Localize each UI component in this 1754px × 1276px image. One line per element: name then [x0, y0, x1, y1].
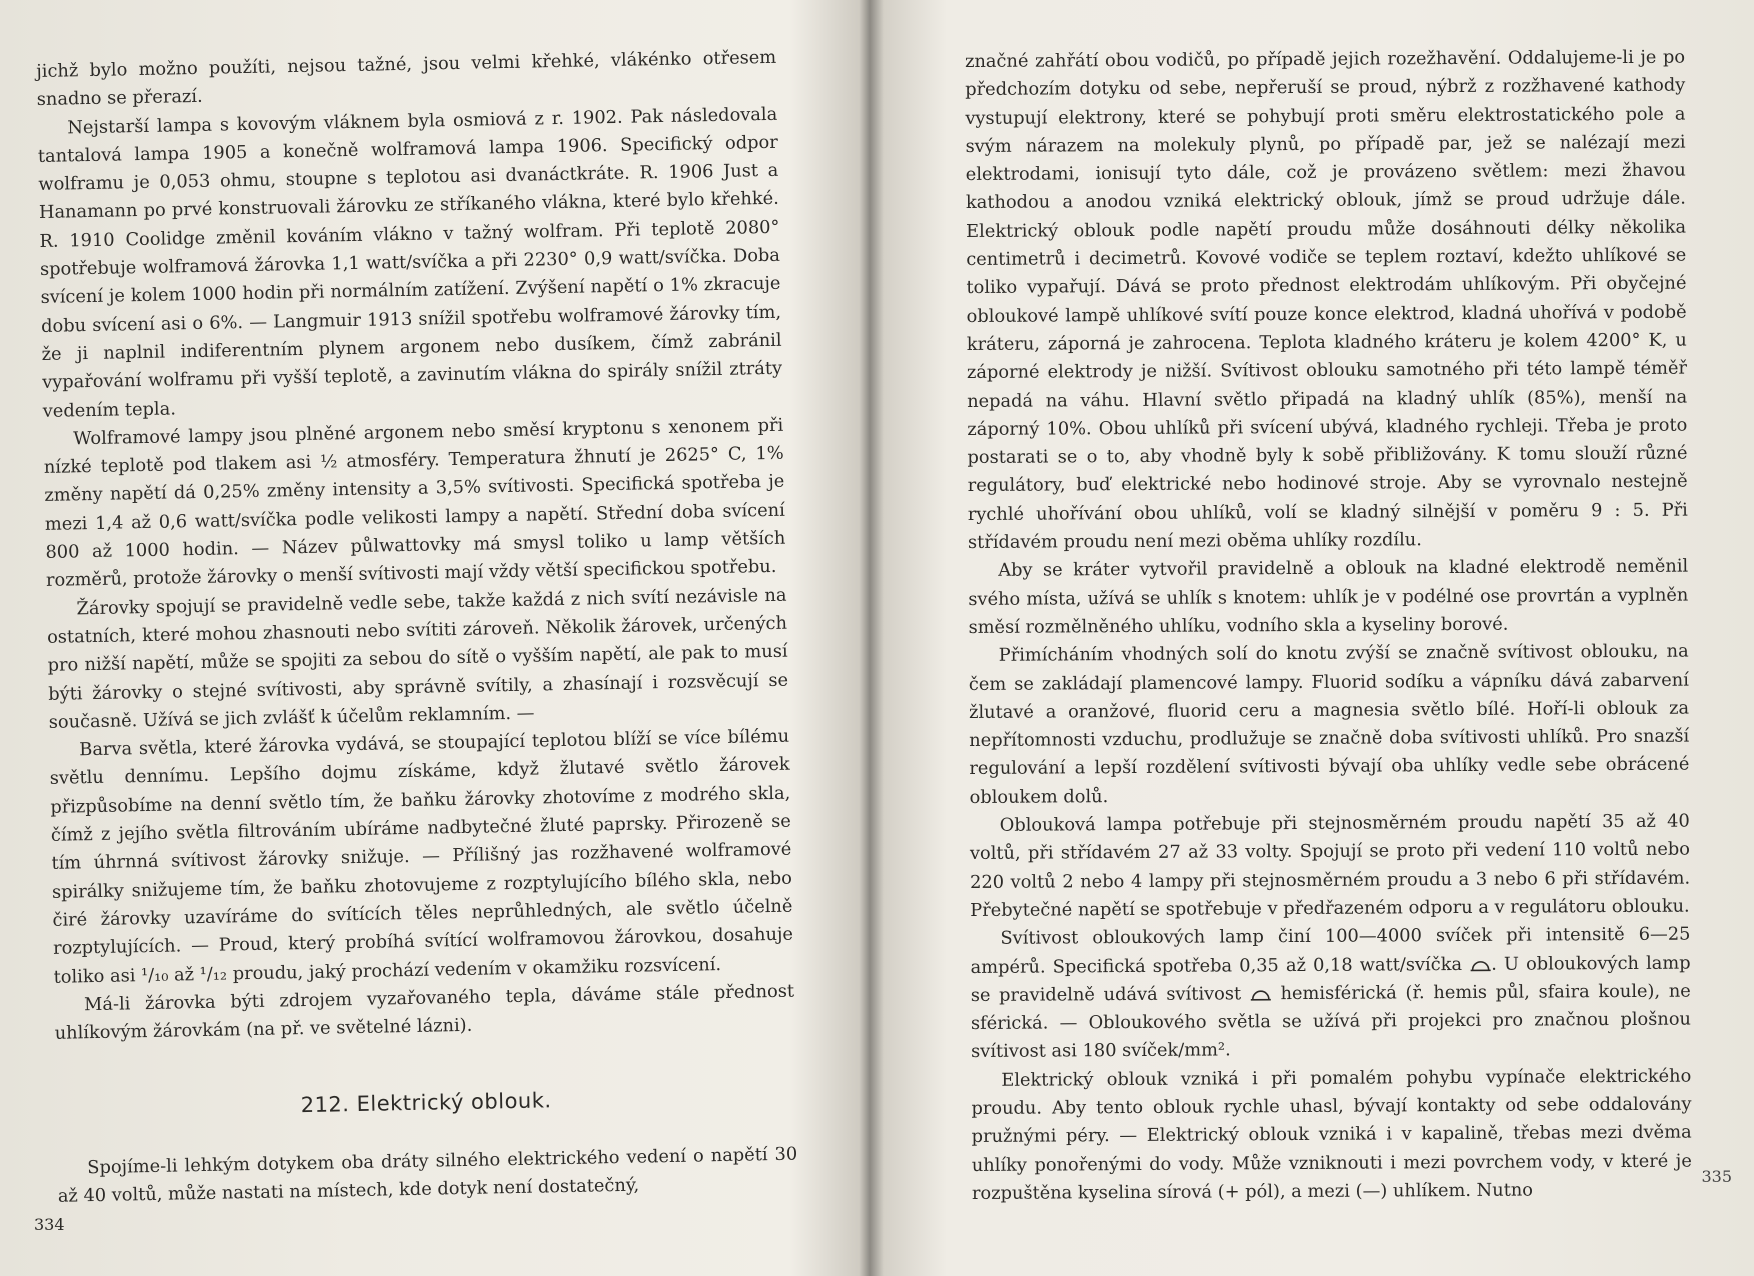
paragraph: Elektrický oblouk vzniká i při pomalém pohybu vypínače elektrického proudu. Aby tento oblouk rychle uhasl, bývají kontakty od sebe oddalovány pružnými péry. — Elektrický oblouk vzniká i v kapalině, třebas mezi dvěma uhlíky ponořenými do vody. Může vzniknouti i mezi povrchem vody, v které je rozpuštěna kyselina sírová (+ pól), a mezi (—) uhlíkem. Nutno [971, 1065, 1692, 1204]
paragraph: značné zahřátí obou vodičů, po případě jejich rozežhavění. Oddalujeme-li je po předchozím dotyku od sebe, nepřeruší se proud, nýbrž z rozžhavené kathody vystupují elektrony, které se pohybují proti směru elektrostatického pole a svým nárazem na molekuly plynů, po případě par, jež se nalézají mezi elektrodami, ionisují tyto dále, což je provázeno světlem: mezi žhavou kathodou a anodou vzniká elektrický oblouk, jímž se proud udržuje dále. Elektrický oblouk podle napětí proudu může dosáhnouti délky několika centimetrů i decimetrů. Kovové vodiče se teplem roztaví, kdežto uhlíkové se toliko vypařují. Dává se proto přednost elektrodám uhlíkovým. Při obyčejné obloukové lampě uhlíkové svítí pouze konce elektrod, kladná uhořívá v podobě kráteru, záporná je zahrocena. Teplota kladného kráteru je kolem 4200° K, u záporné elektrody je nižší. Svítivost oblouku samotného při této lampě téměř nepadá na váhu. Hlavní světlo připadá na kladný uhlík (85%), menší na záporný 10%. Obou uhlíků při svícení ubývá, kladného rychleji. Třeba je proto postarati se o to, aby vhodně byly k sobě přibližovány. K tomu slouží různé regulátory, buď elektrické nebo hodinové stroje. Aby se vyrovnalo nestejně rychlé uhořívání obou uhlíků, volí se kladný silnější v poměru 9 : 5. Při střídavém proudu není mezi oběma uhlíky rozdílu. [965, 46, 1688, 554]
paragraph: Žárovky spojují se pravidelně vedle sebe, takže každá z nich svítí nezávisle na ostatních, které mohou zhasnouti nebo svítiti zároveň. Několik žárovek, určených pro nižší napětí, může se spojiti za sebou do sítě o vyšším napětí, ale pak to musí býti žárovky o stejné svítivosti, aby správně svítily, a zhasínají i rozsvěcují se současně. Užívá se jich zvlášť k účelům reklamním. — [46, 584, 789, 733]
section-heading: 212. Elektrický oblouk. [300, 1088, 552, 1118]
page-number: 335 [1701, 1167, 1732, 1186]
hemisphere-arc-icon [1250, 987, 1272, 1001]
right-text-column [965, 44, 1692, 1209]
paragraph: Aby se kráter vytvořil pravidelně a oblouk na kladné elektrodě neměnil svého místa, užívá se uhlík s knotem: uhlík je v podélné ose provrtán a vyplněn směsí rozmělněného uhlíku, vodního skla a kyseliny borové. [968, 555, 1689, 638]
paragraph-with-symbols [970, 921, 1691, 1067]
paragraph: Má-li žárovka býti zdrojem vyzařovaného tepla, dáváme stále přednost uhlíkovým žárovkám (na př. ve světelné lázni). [54, 980, 795, 1044]
right-page [877, 0, 1754, 1276]
paragraph: Nejstarší lampa s kovovým vláknem byla osmiová z r. 1902. Pak následovala tantalová lampa 1905 a konečně wolframová lampa 1906. Specifický odpor wolframu je 0,053 ohmu, stoupne s teplotou asi dvanáctkráte. R. 1906 Just a Hanamann po prvé konstruovali žárovku ze stříkaného vlákna, které bylo křehké. R. 1910 Coolidge změnil kováním vlákno v tažný wolfram. Při teplotě 2080° spotřebuje wolframová žárovka 1,1 watt/svíčka a při 2230° 0,9 watt/svíčka. Doba svícení je kolem 1000 hodin při normálním zatížení. Zvýšení napětí o 1% zkracuje dobu svícení asi o 6%. — Langmuir 1913 snížil spotřebu wolframové žárovky tím, že ji naplnil indiferentním plynem argonem nebo dusíkem, čímž zabránil vypařování wolframu při vyšší teplotě, a zavinutím vlákna do spirály snížil ztráty vedením tepla. [37, 103, 783, 422]
paragraph: Spojíme-li lehkým dotykem oba dráty silného elektrického vedení o napětí 30 až 40 voltů, může nastati na místech, kde dotyk není dostatečný, [57, 1143, 798, 1207]
page-number: 334 [34, 1215, 65, 1234]
paragraph: Wolframové lampy jsou plněné argonem nebo směsí kryptonu s xenonem při nízké teplotě pod tlakem asi ½ atmosféry. Temperatura žhnutí je 2625° C, 1% změny napětí dá 0,25% změny intensity a 3,5% svítivosti. Specifická spotřeba je mezi 1,4 až 0,6 watt/svíčka podle velikosti lampy a napětí. Střední doba svícení 800 až 1000 hodin. — Název půlwattovky má smysl toliko u lamp větších rozměrů, protože žárovky o menší svítivosti mají vždy větší specifickou spotřebu. [43, 414, 786, 592]
paragraph: jichž bylo možno použíti, nejsou tažné, jsou velmi křehké, vlákénko otřesem snadno se přerazí. [36, 46, 777, 111]
hemisphere-arc-icon [1469, 957, 1491, 971]
text-run: hemisférická (ř. hemis půl, sfaira koule), ne sférická. — Obloukového světla se užívá při projekci pro značnou plošnou svítivost asi 180 svíček/mm². [970, 980, 1692, 1063]
left-text-column [36, 44, 798, 1211]
paragraph: Oblouková lampa potřebuje při stejnosměrném proudu napětí 35 až 40 voltů, při střídavém 27 až 33 volty. Spojují se proto při vedení 110 voltů nebo 220 voltů 2 nebo 4 lampy při stejnosměrném proudu a 3 nebo 6 při střídavém. Přebytečné napětí se spotřebuje v předřazeném odporu a v regulátoru oblouku. [969, 810, 1691, 921]
paragraph: Barva světla, které žárovka vydává, se stoupající teplotou blíží se více bílému světlu dennímu. Lepšího dojmu získáme, když žlutavé světlo žárovek přizpůsobíme na denní světlo tím, že baňku žárovky zhotovíme z modrého skla, čímž z jejího světla filtrováním ubíráme nadbytečné žluté paprsky. Přirozeně se tím úhrnná svítivost žárovky snižuje. — Přílišný jas rozžhavené wolframové spirálky snižujeme tím, že baňku zhotovujeme z rozptylujícího bílého skla, nebo čiré žárovky uzavíráme do svítících těles neprůhledných, ale světlo účelně rozptylujících. — Proud, který probíhá svítící wolframovou žárovkou, dosahuje toliko asi ¹/₁₀ až ¹/₁₂ proudu, jaký prochází vedením v okamžiku rozsvícení. [49, 725, 794, 988]
paragraph: Přimícháním vhodných solí do knotu zvýší se značně svítivost oblouku, na čem se zakládají plamencové lampy. Fluorid sodíku a vápníku dává zabarvení žlutavé a oranžové, fluorid ceru a magnesia světlo bílé. Hoří-li oblouk za nepřítomnosti vzduchu, prodlužuje se značně doba svítivosti uhlíků. Pro snazší regulování a lepší rozdělení svítivosti bývají oba uhlíky vedle sebe obrácené obloukem dolů. [968, 640, 1690, 808]
text-run: Svítivost obloukových lamp činí 100—4000 svíček při intensitě 6—25 ampérů. Specifická spotřeba 0,35 až 0,18 watt/svíčka [970, 923, 1691, 978]
text-run: . U obloukových lamp se pravidelně udává svítivost [970, 952, 1691, 1006]
